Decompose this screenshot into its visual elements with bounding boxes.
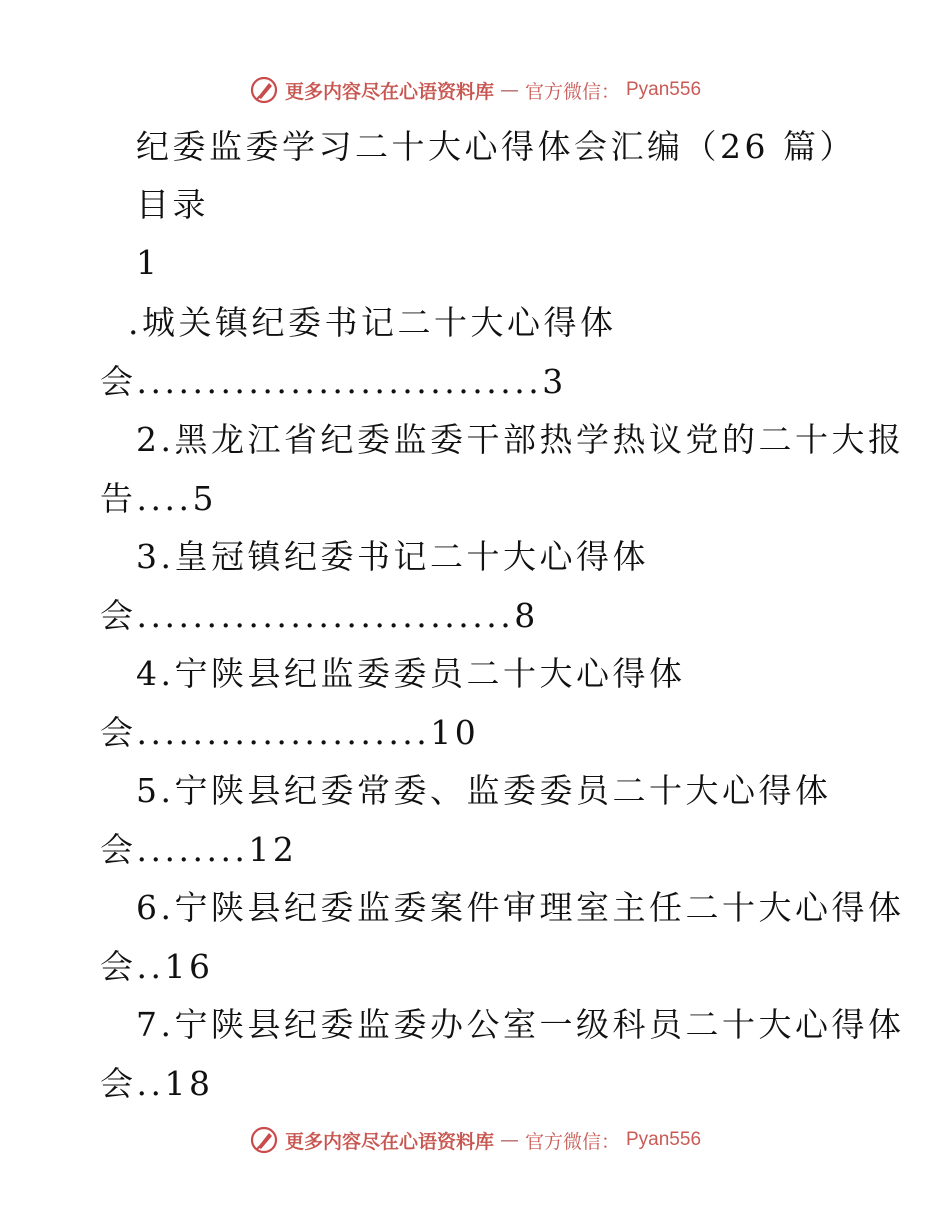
toc-heading: 目录 <box>136 185 209 224</box>
toc-line: 会..16 <box>100 947 214 986</box>
quill-pen-logo-icon <box>249 75 279 105</box>
toc-line: 会.............................3 <box>100 362 567 401</box>
document-title: 纪委监委学习二十大心得体会汇编（26 篇） <box>136 127 856 166</box>
toc-line: 会.....................10 <box>100 713 480 752</box>
watermark-brand: 更多内容尽在心语资料库 <box>284 80 494 103</box>
toc-line: 6.宁陕县纪委监委案件审理室主任二十大心得体 <box>136 888 905 927</box>
toc-line: 告....5 <box>100 479 217 518</box>
watermark-wechat-id: Pyan556 <box>626 79 702 100</box>
toc-line: 5.宁陕县纪委常委、监委委员二十大心得体 <box>136 771 832 810</box>
toc-line: 1 <box>136 243 161 282</box>
watermark-wechat-label: 官方微信： <box>524 1130 620 1153</box>
toc-line: .城关镇纪委书记二十大心得体 <box>128 303 617 342</box>
toc-line: 会...........................8 <box>100 596 539 635</box>
quill-pen-logo-icon <box>249 1125 279 1155</box>
watermark-banner-bottom <box>0 1120 950 1160</box>
toc-line: 2.黑龙江省纪委监委干部热学热议党的二十大报 <box>136 420 905 459</box>
watermark-separator: — <box>499 79 519 101</box>
watermark-banner-top <box>0 70 950 110</box>
watermark-wechat-label: 官方微信： <box>524 80 620 103</box>
toc-line: 会..18 <box>100 1064 214 1103</box>
watermark-separator: — <box>499 1129 519 1151</box>
watermark-wechat-id: Pyan556 <box>626 1129 702 1150</box>
toc-line: 3.皇冠镇纪委书记二十大心得体 <box>136 537 649 576</box>
toc-line: 4.宁陕县纪监委委员二十大心得体 <box>136 654 686 693</box>
toc-line: 7.宁陕县纪委监委办公室一级科员二十大心得体 <box>136 1005 905 1044</box>
toc-line: 会........12 <box>100 830 298 869</box>
watermark-brand: 更多内容尽在心语资料库 <box>284 1130 494 1153</box>
